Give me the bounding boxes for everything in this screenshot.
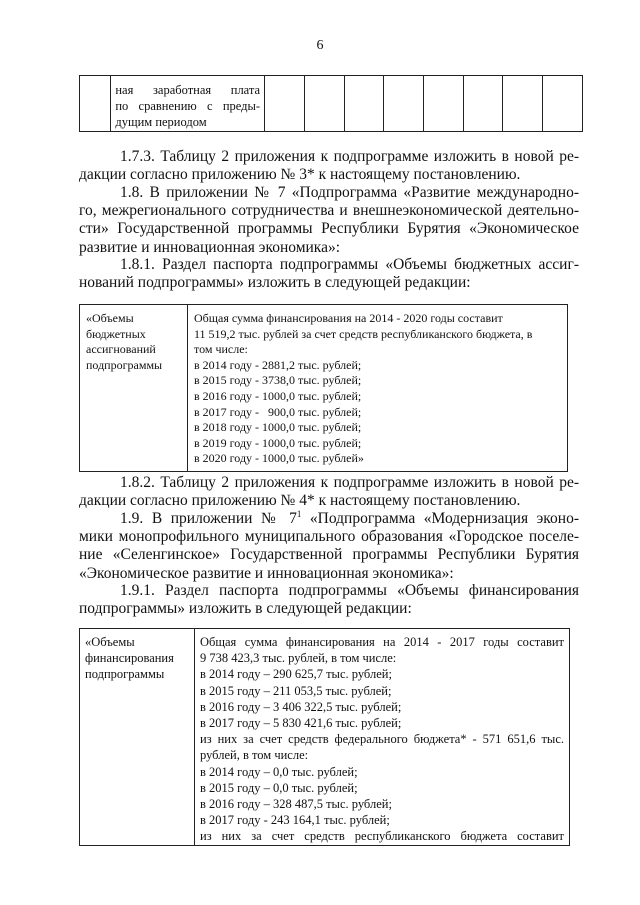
cell-line: из них за счет средств федерального бюджета* - 571 651,6 тыс. [200,732,564,747]
cell-line: в 2015 году - 3738,0 тыс. рублей; [194,373,362,388]
cell-line: 9 738 423,3 тыс. рублей, в том числе: [200,651,397,666]
cell-line: подпрограммы [86,357,163,372]
cell-line: в 2019 году - 1000,0 тыс. рублей; [194,435,362,450]
cell-line: в 2014 году - 2881,2 тыс. рублей; [194,357,362,372]
paragraph-1-8 [79,184,579,257]
cell-line: в 2016 году – 328 487,5 тыс. рублей; [200,797,392,812]
text-line: дакции согласно приложению № 4* к настоящему постановлению. [79,492,521,510]
table-cell [344,76,384,132]
cell-line: дущим периодом [115,115,207,129]
table-cell [543,76,583,132]
paragraph-1-9 [79,510,579,583]
text-line: го, межрегионального сотрудничества и внешнеэкономической деятельно- [79,202,579,220]
cell-line: «Объемы [85,635,135,649]
text-line: 1.9. В приложении № $7^1$ «Подпрограмма «Модернизация эконо- [120,508,580,527]
cell-line: рублей, в том числе: [200,748,309,763]
cell-line: ная заработная плата [115,83,261,97]
cell-line: по сравнению с преды- [115,99,261,113]
table-cell [80,76,111,132]
text-line: сти» Государственной программы Республики Бурятия «Экономическое [79,220,579,238]
continued-table [79,75,583,132]
table-cell [304,76,344,132]
cell-line: в 2015 году – 0,0 тыс. рублей; [200,780,358,795]
cell-line: в 2017 году – 5 830 421,6 тыс. рублей; [200,716,402,731]
text-line: ние «Селенгинское» Государственной программы Республики Бурятия [79,546,579,564]
cell-line: 11 519,2 тыс. рублей за счет средств республиканского бюджета, в [194,326,533,341]
text-line: дакции согласно приложению № 3* к настоящему постановлению. [79,166,521,184]
paragraph-1-9-1 [79,582,579,618]
paragraph-1-8-2 [79,474,579,510]
cell-line: в 2017 году - 900,0 тыс. рублей; [194,404,362,419]
cell-line: бюджетных [86,326,146,341]
cell-line: из них за счет средств республиканского бюджета составит [200,829,564,844]
text-line: подпрограммы» изложить в следующей редакции: [79,600,412,618]
table-cell [265,76,305,132]
cell-line: в 2015 году – 211 053,5 тыс. рублей; [200,683,392,698]
cell-line: в 2017 году - 243 164,1 тыс. рублей; [200,813,390,828]
cell-line: в 2014 году – 290 625,7 тыс. рублей; [200,667,392,682]
cell-line: в 2020 году - 1000,0 тыс. рублей» [194,451,364,466]
cell-line: Общая сумма финансирования на 2014 - 2017 годы составит [200,635,564,649]
text-line: 1.8.2. Таблицу 2 приложения к подпрограмме изложить в новой ре- [120,474,579,491]
table-value-cell [188,305,568,472]
paragraph-1-8-1 [79,256,579,292]
table-label-cell [80,629,195,846]
cell-line: в 2016 году - 1000,0 тыс. рублей; [194,388,362,403]
table-cell [463,76,503,132]
cell-line: «Объемы [86,311,134,325]
text-line: развитие и инновационная экономика»: [79,238,341,256]
cell-line: в 2014 году – 0,0 тыс. рублей; [200,764,358,779]
table-cell [384,76,424,132]
cell-line: в 2018 году - 1000,0 тыс. рублей; [194,420,362,435]
page-number: 6 [316,38,324,53]
cell-line: том числе: [194,342,248,357]
budget-table-2 [79,628,570,846]
cell-line: в 2016 году – 3 406 322,5 тыс. рублей; [200,699,402,714]
cell-line: ассигнований [86,342,156,357]
text-line: мики монопрофильного муниципального образования «Городское поселе- [79,528,579,546]
table-cell [424,76,464,132]
paragraph-1-7-3 [79,148,579,184]
budget-table-1 [79,304,568,472]
table-cell-indicator [111,76,265,132]
text-line: нований подпрограммы» изложить в следующей редакции: [79,274,471,292]
cell-line: Общая сумма финансирования на 2014 - 2020 годы составит [194,311,503,325]
table-label-cell [80,305,188,472]
cell-line: подпрограммы [85,667,165,682]
text-line: 1.8.1. Раздел паспорта подпрограммы «Объемы бюджетных ассиг- [120,256,579,273]
cell-line: финансирования [85,651,174,666]
table-value-cell [195,629,570,846]
text-line: 1.9.1. Раздел паспорта подпрограммы «Объемы финансирования [120,582,579,599]
text-line: 1.7.3. Таблицу 2 приложения к подпрограмме изложить в новой ре- [120,148,579,165]
text-line: «Экономическое развитие и инновационная экономика»: [79,564,454,582]
text-line: 1.8. В приложении № 7 «Подпрограмма «Развитие международно- [120,184,579,201]
table-cell [503,76,543,132]
